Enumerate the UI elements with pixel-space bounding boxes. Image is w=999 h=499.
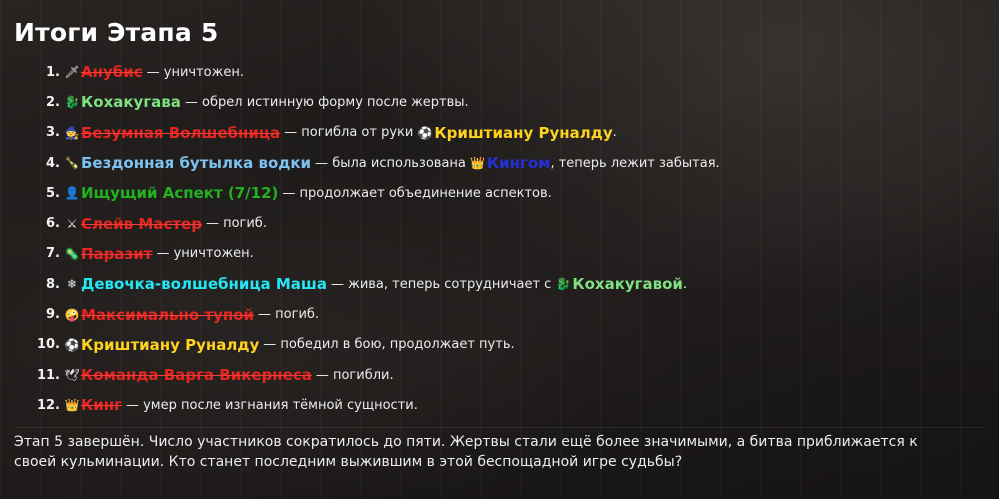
soccer-ball-icon: ⚽ [64,337,80,352]
character-name: Ищущий Аспект (7/12) [81,184,279,203]
crown-icon: 👑 [470,156,486,171]
character-name: Команда Варга Викернеса [81,366,312,385]
character-name: Девочка-волшебница Маша [81,275,327,294]
list-item [14,360,985,390]
item-number: 8. [46,276,60,292]
character-name: Кинг [81,396,122,415]
item-number: 12. [36,397,60,413]
results-list [14,57,985,421]
list-item [14,178,985,208]
character-name: Максимально тупой [81,305,255,324]
item-description-tail: . [682,276,688,292]
item-description-tail: . [612,125,617,141]
parasite-icon: 🦠 [64,246,80,261]
list-item [14,118,985,148]
character-name: Бездонная бутылка водки [81,154,312,173]
character-name: Паразит [81,244,153,263]
item-description: — уничтожен. [156,246,254,262]
list-item [14,87,985,117]
item-number: 7. [46,246,60,262]
item-number: 11. [36,367,60,383]
snowflake-icon: ❄ [66,277,78,292]
item-description: — жива, теперь сотрудничает с [330,276,552,292]
character-name: Криштиану Руналду [81,335,260,354]
list-item [14,330,985,360]
item-description-tail: , теперь лежит забытая. [550,155,720,171]
character-name-secondary: Кингом [486,154,551,173]
character-name: Кохакугава [81,93,181,112]
list-item [14,269,985,299]
item-description: — погибла от руки [284,125,414,141]
list-item [14,299,985,329]
item-number: 2. [46,94,60,110]
item-description: — уничтожен. [146,64,244,80]
item-number: 4. [46,155,60,171]
swords-icon: ⚔ [66,216,78,231]
dragon-icon: 🐉 [64,95,80,110]
item-number: 5. [46,185,60,201]
item-number: 10. [36,337,60,353]
item-description: — умер после изгнания тёмной сущности. [125,397,418,413]
item-description: — погиб. [205,216,267,232]
item-number: 3. [46,125,60,141]
character-name: Безумная Волшебница [81,123,281,142]
wizard-icon: 🧙 [64,125,80,140]
list-item [14,57,985,87]
item-number: 6. [46,216,60,232]
character-name: Слейв Мастер [81,214,202,233]
crazy-face-icon: 🤪 [64,307,80,322]
list-item [14,390,985,420]
divider [14,427,985,428]
crown-icon: 👑 [64,398,80,413]
stage-summary: Этап 5 завершён. Число участников сократилось до пяти. Жертвы стали ещё более значимыми, а битва приближается к своей кульминации. Кто станет последним выжившим в этой беспощадной игре судьбы? [14,433,918,470]
item-number: 9. [46,307,60,323]
character-name-secondary: Кохакугавой [572,275,683,294]
list-item [14,208,985,238]
item-description: — погибли. [315,367,394,383]
person-icon: 👤 [64,186,80,201]
page-title: Итоги Этапа 5 [14,18,219,47]
list-item [14,239,985,269]
bottle-icon: 🍾 [64,156,80,171]
item-description: — обрел истинную форму после жертвы. [184,94,469,110]
item-description: — погиб. [258,307,320,323]
character-name: Анубис [81,63,143,82]
dagger-icon: 🗡 [64,65,80,80]
dove-icon: 🕊 [64,368,80,383]
dragon-icon: 🐉 [555,277,571,292]
item-description: — была использована [315,155,466,171]
item-number: 1. [46,64,60,80]
soccer-ball-icon: ⚽ [417,125,433,140]
list-item [14,148,985,178]
item-description: — продолжает объединение аспектов. [282,185,552,201]
item-description: — победил в бою, продолжает путь. [263,337,515,353]
character-name-secondary: Криштиану Руналду [434,123,613,142]
